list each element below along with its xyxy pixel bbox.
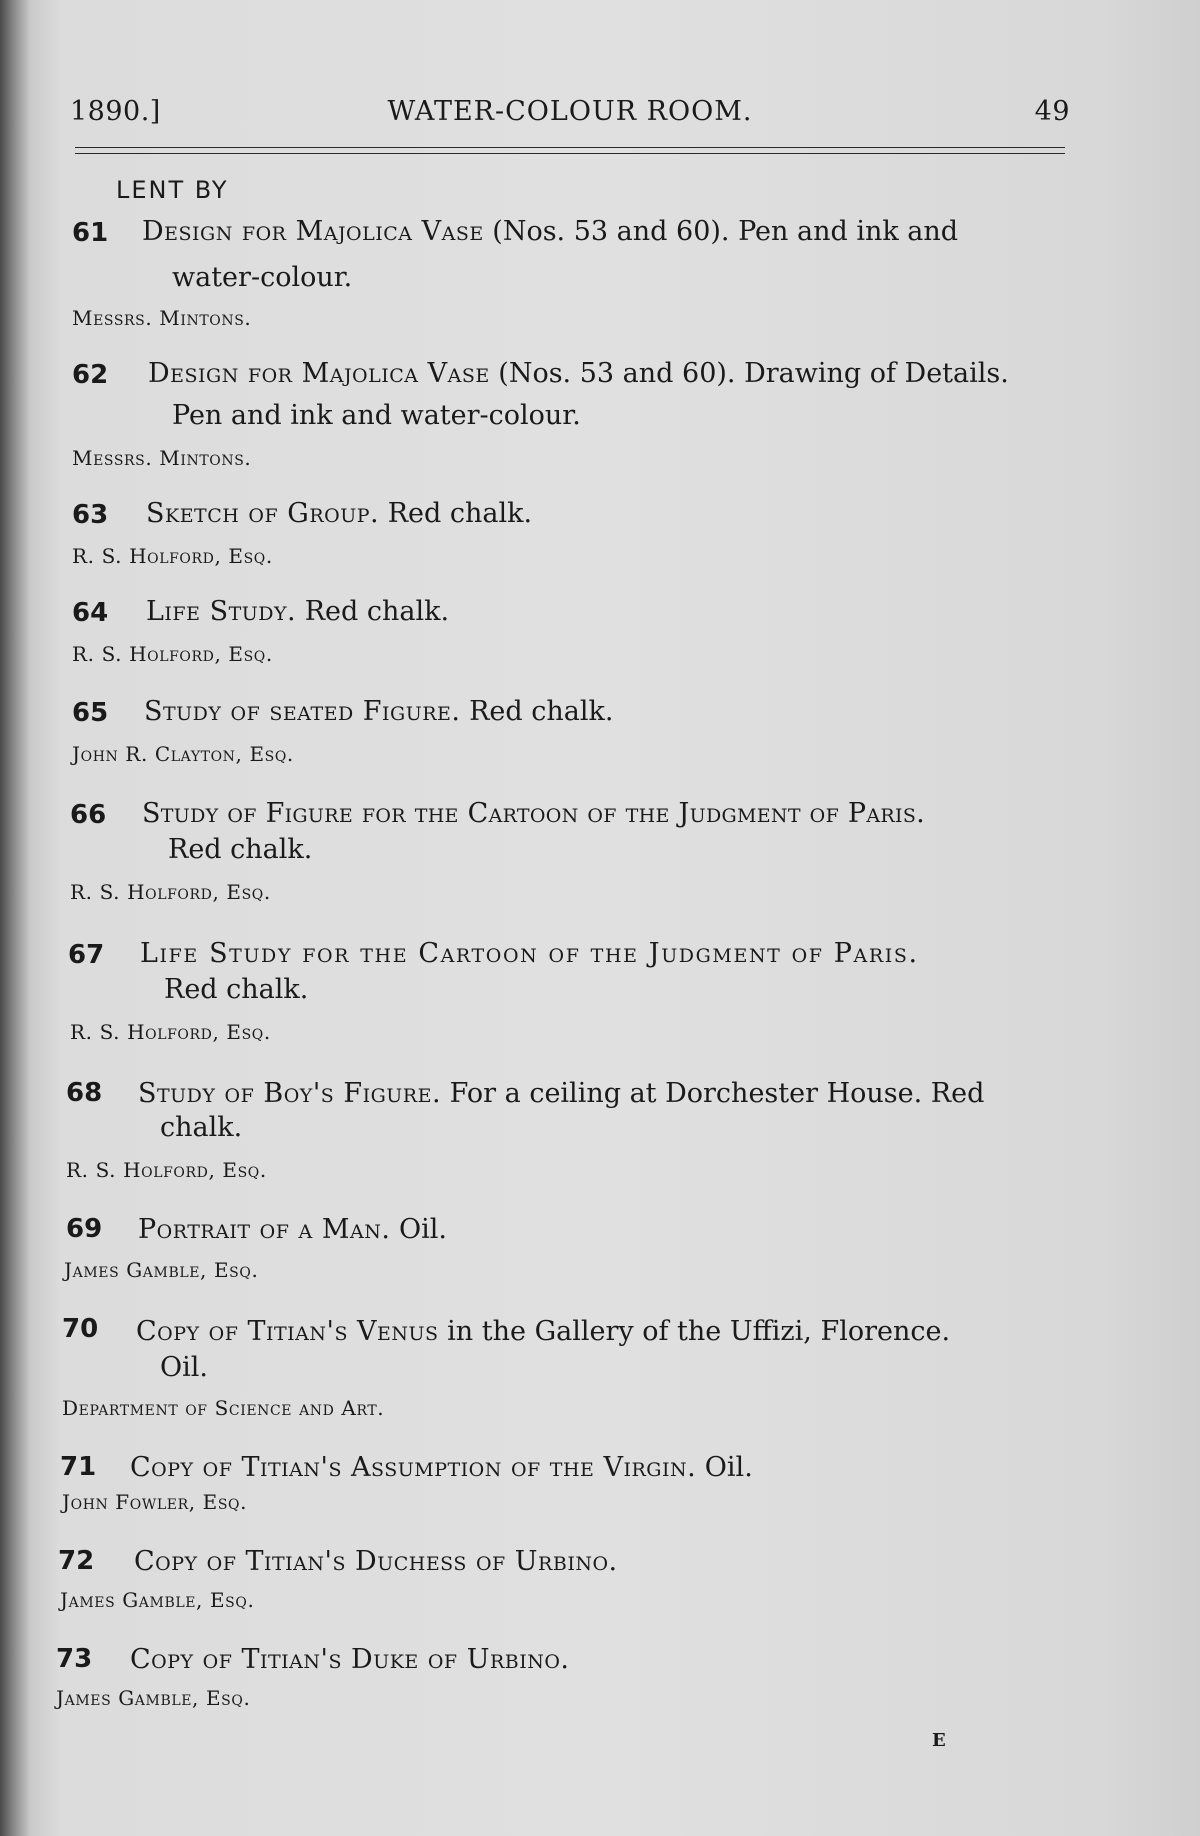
entry-lender: R. S. Holford, Esq. bbox=[72, 642, 273, 666]
entry-number: 63 bbox=[72, 500, 109, 530]
entry-lender: Department of Science and Art. bbox=[62, 1396, 385, 1420]
entry-title: Copy of Titian's Venus bbox=[136, 1316, 439, 1347]
entry-lender: R. S. Holford, Esq. bbox=[70, 880, 271, 904]
entry-text: For a ceiling at Dorchester House. Red bbox=[441, 1078, 985, 1109]
entry-number: 66 bbox=[70, 800, 107, 830]
entry-number: 73 bbox=[56, 1644, 93, 1674]
entry-number: 62 bbox=[72, 360, 109, 390]
entry-title: Study of Boy's Figure. bbox=[138, 1078, 442, 1109]
entry-text-continued: Oil. bbox=[160, 1352, 208, 1383]
entry-text: (Nos. 53 and 60). Pen and ink and bbox=[483, 216, 959, 247]
entry-text-continued: Red chalk. bbox=[164, 974, 309, 1005]
entry-lender: R. S. Holford, Esq. bbox=[66, 1158, 267, 1182]
lent-by-heading: LENT BY bbox=[116, 176, 229, 204]
header-title: WATER-COLOUR ROOM. bbox=[387, 96, 753, 127]
entry-number: 72 bbox=[58, 1546, 95, 1576]
entry-text-continued: water-colour. bbox=[172, 262, 353, 293]
entry-lender: James Gamble, Esq. bbox=[60, 1588, 255, 1612]
entry-text: Red chalk. bbox=[296, 596, 450, 627]
entry-text: Red chalk. bbox=[460, 696, 614, 727]
entry-title: Copy of Titian's Duke of Urbino. bbox=[130, 1644, 570, 1675]
entry-text: Oil. bbox=[696, 1452, 753, 1483]
entry-text-continued: Red chalk. bbox=[168, 834, 313, 865]
entry-lender: R. S. Holford, Esq. bbox=[70, 1020, 271, 1044]
entry-text: Red chalk. bbox=[379, 498, 533, 529]
entry-title: Portrait of a Man. bbox=[138, 1214, 391, 1245]
entry-lender: Messrs. Mintons. bbox=[72, 306, 252, 330]
entry-text: Oil. bbox=[390, 1214, 447, 1245]
entry-text-continued: chalk. bbox=[160, 1112, 243, 1143]
entry-number: 70 bbox=[62, 1314, 99, 1344]
entry-number: 64 bbox=[72, 598, 109, 628]
entry-number: 68 bbox=[66, 1078, 103, 1108]
signature-mark: E bbox=[932, 1730, 947, 1751]
entry-title: Life Study for the Cartoon of the Judgment of Paris. bbox=[140, 938, 919, 969]
page-number: 49 bbox=[1034, 96, 1070, 127]
entry-number: 61 bbox=[72, 218, 109, 248]
entry-title: Study of Figure for the Cartoon of the Judgment of Paris. bbox=[142, 798, 926, 829]
entry-lender: John R. Clayton, Esq. bbox=[72, 742, 294, 766]
entry-text: in the Gallery of the Uffizi, Florence. bbox=[438, 1316, 951, 1347]
entry-lender: James Gamble, Esq. bbox=[64, 1258, 259, 1282]
entry-lender: R. S. Holford, Esq. bbox=[72, 544, 273, 568]
entry-lender: Messrs. Mintons. bbox=[72, 446, 252, 470]
entry-number: 67 bbox=[68, 940, 105, 970]
entry-title: Copy of Titian's Assumption of the Virgin. bbox=[130, 1452, 697, 1483]
entry-number: 65 bbox=[72, 698, 109, 728]
running-head bbox=[70, 96, 1070, 136]
entry-text: (Nos. 53 and 60). Drawing of Details. bbox=[489, 358, 1009, 389]
entry-title: Study of seated Figure. bbox=[144, 696, 461, 727]
entry-number: 69 bbox=[66, 1214, 103, 1244]
entry-title: Design for Majolica Vase bbox=[148, 358, 490, 389]
entry-number: 71 bbox=[60, 1452, 97, 1482]
header-rule bbox=[75, 147, 1065, 154]
header-year: 1890.] bbox=[70, 96, 161, 127]
entry-title: Sketch of Group. bbox=[146, 498, 380, 529]
entry-lender: James Gamble, Esq. bbox=[56, 1686, 251, 1710]
entry-title: Life Study. bbox=[146, 596, 297, 627]
entry-text-continued: Pen and ink and water-colour. bbox=[172, 400, 581, 431]
entry-title: Design for Majolica Vase bbox=[142, 216, 484, 247]
entry-title: Copy of Titian's Duchess of Urbino. bbox=[134, 1546, 618, 1577]
entry-lender: John Fowler, Esq. bbox=[62, 1490, 248, 1514]
